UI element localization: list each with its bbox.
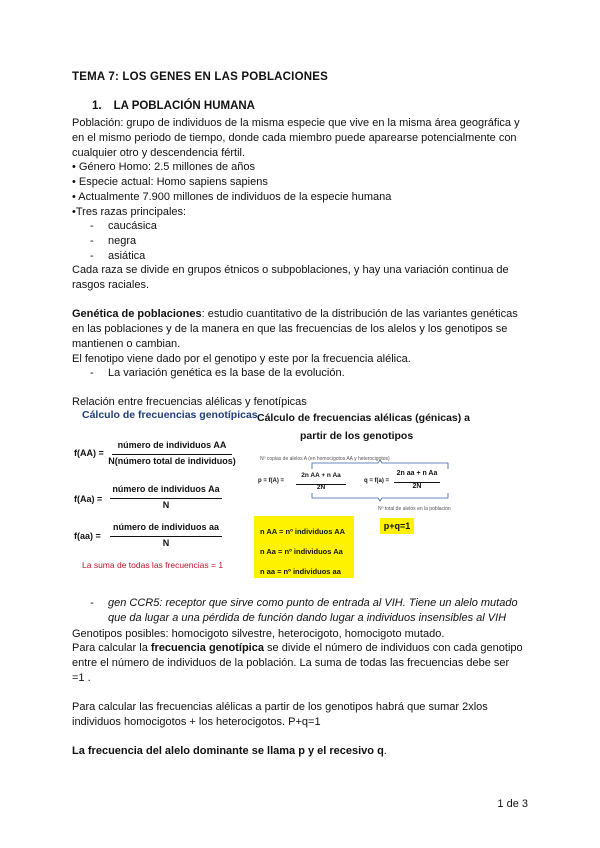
page-title: TEMA 7: LOS GENES EN LAS POBLACIONES [72, 71, 328, 83]
conclusion-text: La frecuencia del alelo dominante se llama p y el recesivo q. [72, 745, 387, 757]
p-numerator: 2n AA + n Aa [296, 468, 346, 485]
legend-box [254, 516, 354, 578]
text-line: Para calcular las frecuencias alélicas a partir de los genotipos habrá que sumar 2xlos [72, 701, 488, 713]
raza-list [90, 219, 157, 264]
text-line: Población: grupo de individuos de la misma especie que vive en la misma área geográfica y [72, 117, 520, 129]
fAa-label: f(Aa) = [74, 494, 103, 504]
bullet-list [72, 160, 542, 220]
bullet-item: • Género Homo: 2.5 millones de años [72, 161, 256, 173]
text-line: =1 . [72, 672, 91, 684]
suma-note: La suma de todas las frecuencias = 1 [82, 560, 224, 570]
faa-label: f(aa) = [74, 531, 101, 541]
brace-bottom-note: Nº total de alelos en la población [378, 506, 451, 512]
text-line: cualquier otro y descendencia fértil. [72, 147, 246, 159]
text-line: en el mismo periodo de tiempo, donde cada miembro puede aparearse potencialmente con [72, 132, 517, 144]
fAa-denominator: N [162, 500, 170, 510]
raza-paragraph [72, 263, 542, 293]
list-item: - asiática [90, 250, 146, 262]
text-line: Cada raza se divide en grupos étnicos o subpoblaciones, y hay una variación continua de [72, 264, 509, 276]
text-line: Genética de poblaciones: estudio cuantitativo de la distribución de las variantes genéticas [72, 308, 518, 320]
calc-genotipica-paragraph [72, 641, 542, 686]
q-denominator: 2N [412, 483, 422, 490]
list-item: - caucásica [90, 220, 157, 232]
figure-right-title-2: partir de los genotipos [300, 430, 414, 442]
text-line: individuos homocigotos + los heterocigotos. P+q=1 [72, 716, 321, 728]
section-heading [92, 99, 255, 114]
figure-left-title: Cálculo de frecuencias genotípicas [82, 409, 258, 421]
frequency-figure [72, 408, 542, 608]
brace-top-note: Nº copias de alelos A (en homocigotos AA y heterocigotos) [260, 456, 390, 462]
legend-line: n AA = nº individuos AA [260, 527, 346, 536]
page-number: 1 de 3 [497, 798, 528, 810]
figure-right-title-1: Cálculo de frecuencias alélicas (génicas) a [257, 412, 471, 424]
text-line: Para calcular la frecuencia genotípica se divide el número de individuos con cada genotipo [72, 642, 523, 654]
section-title: LA POBLACIÓN HUMANA [113, 100, 255, 112]
fAA-numerator: número de individuos AA [112, 438, 232, 455]
bullet-item: • Actualmente 7.900 millones de individuos de la especie humana [72, 191, 392, 203]
section-number: 1. [92, 100, 102, 112]
text-line: - gen CCR5: receptor que sirve como punto de entrada al VIH. Tiene un alelo mutado [90, 597, 518, 609]
genetica-paragraph [72, 307, 542, 367]
fAA-denominator: N(número total de individuos) [108, 456, 236, 466]
text-line: rasgos raciales. [72, 279, 150, 291]
legend-line: n Aa = nº individuos Aa [260, 547, 343, 556]
calc-alelica-paragraph [72, 700, 542, 730]
poblacion-paragraph [72, 116, 542, 161]
faa-numerator: número de individuos aa [110, 520, 222, 537]
faa-denominator: N [162, 538, 170, 548]
bullet-item: • Especie actual: Homo sapiens sapiens [72, 176, 268, 188]
text-line: que da lugar a una pérdida de función dando lugar a individuos insensibles al VIH [108, 612, 507, 624]
relacion-text: Relación entre frecuencias alélicas y fenotípicas [72, 396, 307, 408]
text-line: en las poblaciones y de la manera en que las frecuencias de los alelos y los genotipos se [72, 323, 508, 335]
fAA-label: f(AA) = [74, 448, 104, 458]
p-equation-label: p = f(A) = [258, 478, 285, 484]
ccr5-item [90, 596, 560, 626]
bullet-item: •Tres razas principales: [72, 206, 187, 218]
q-equation-label: q = f(a) = [364, 478, 390, 484]
fAa-numerator: número de individuos Aa [110, 482, 222, 499]
pq-badge: p+q=1 [380, 518, 414, 534]
genotipos-text: Genotipos posibles: homocigoto silvestre, heterocigoto, homocigoto mutado. [72, 628, 445, 640]
q-numerator: 2n aa + n Aa [394, 466, 440, 483]
text-line: entre el número de individuos de la población. La suma de todas las frecuencias debe ser [72, 657, 510, 669]
text-line: mantienen o cambian. [72, 338, 181, 350]
evolucion-item: - La variación genética es la base de la evolución. [90, 367, 345, 379]
p-denominator: 2N [316, 484, 326, 491]
text-line: El fenotipo viene dado por el genotipo y este por la frecuencia alélica. [72, 353, 411, 365]
brace-bottom-icon [310, 492, 450, 502]
legend-line: n aa = nº individuos aa [260, 567, 341, 576]
list-item: - negra [90, 235, 137, 247]
